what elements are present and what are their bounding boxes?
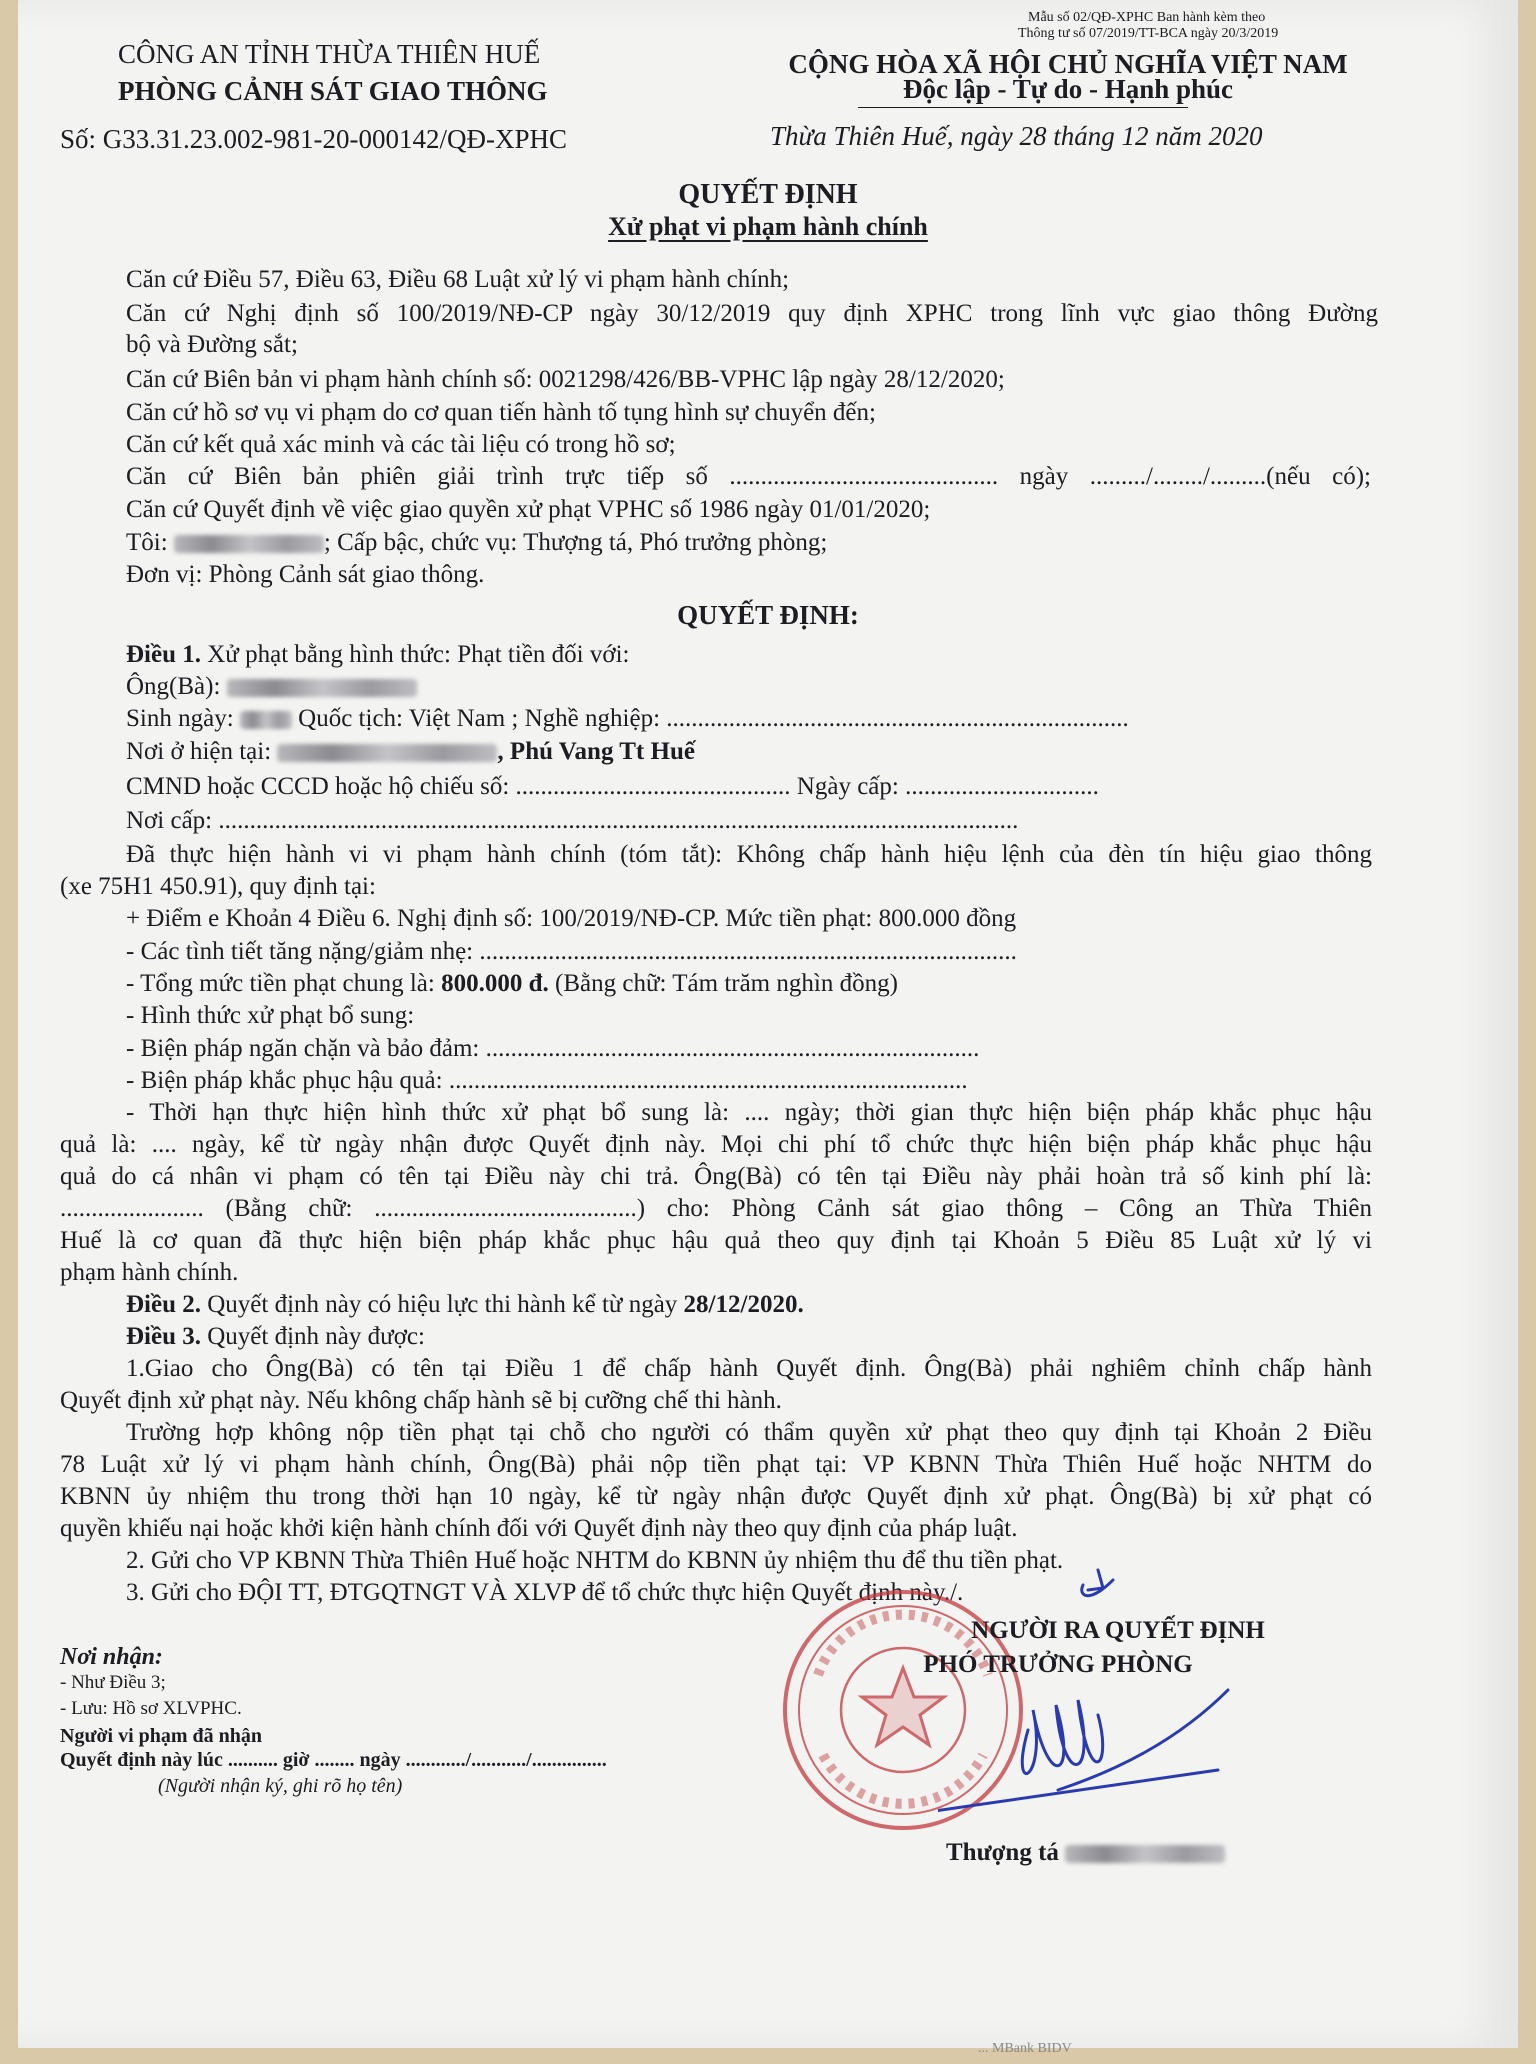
article-3-line: 1.Giao cho Ông(Bà) có tên tại Điều 1 để chấp hành Quyết định. Ông(Bà) phải nghiêm chỉnh chấp hành bbox=[126, 1355, 1372, 1382]
violation-line: Đã thực hiện hành vi vi phạm hành chính (tóm tắt): Không chấp hành hiệu lệnh của đèn tín hiệu giao thông bbox=[126, 841, 1372, 868]
article-3-line: Quyết định xử phạt này. Nếu không chấp hành sẽ bị cưỡng chế thi hành. bbox=[60, 1387, 782, 1414]
recipients-title: Nơi nhận: bbox=[60, 1644, 163, 1670]
article-3-heading: Điều 3. Quyết định này được: bbox=[126, 1323, 425, 1350]
total-fine-line: - Tổng mức tiền phạt chung là: 800.000 đ. (Bằng chữ: Tám trăm nghìn đồng) bbox=[126, 970, 898, 997]
redacted-name bbox=[227, 679, 417, 697]
signer-name-line: Thượng tá bbox=[946, 1838, 1225, 1868]
decision-heading: QUYẾT ĐỊNH: bbox=[677, 600, 859, 630]
document-subtitle: Xử phạt vi phạm hành chính bbox=[608, 212, 928, 241]
basis-line: Căn cứ kết quả xác minh và các tài liệu có trong hồ sơ; bbox=[126, 431, 676, 458]
receipt-line: Người vi phạm đã nhận bbox=[60, 1725, 263, 1747]
signer-role: NGƯỜI RA QUYẾT ĐỊNH bbox=[971, 1617, 1265, 1644]
deadline-line: quả là: .... ngày, kể từ ngày nhận được Quyết định này. Mọi chi phí tổ chức thực hiện biện pháp khắc phục hậu bbox=[60, 1131, 1372, 1158]
article-3-line: quyền khiếu nại hoặc khởi kiện hành chính đối với Quyết định này theo quy định của pháp luật. bbox=[60, 1515, 1018, 1542]
article-3-line: 3. Gửi cho ĐỘI TT, ĐTGQTNGT VÀ XLVP để tổ chức thực hiện Quyết định này./. bbox=[126, 1579, 964, 1606]
legal-clause: + Điểm e Khoản 4 Điều 6. Nghị định số: 100/2019/NĐ-CP. Mức tiền phạt: 800.000 đồng bbox=[126, 905, 1017, 932]
deadline-line: ....................... (Bằng chữ: ..........................................) cho: Phòng Cảnh sát giao thông – Công an Thừa Thiên bbox=[60, 1195, 1372, 1222]
article-3-line: 2. Gửi cho VP KBNN Thừa Thiên Huế hoặc NHTM do KBNN ủy nhiệm thu để thu tiền phạt. bbox=[126, 1547, 1064, 1574]
basis-line: Căn cứ Biên bản vi phạm hành chính số: 0021298/426/BB-VPHC lập ngày 28/12/2020; bbox=[126, 366, 1005, 393]
form-note-line-2: Thông tư số 07/2019/TT-BCA ngày 20/3/2019 bbox=[1018, 26, 1279, 41]
article-3-line: KBNN ủy nhiệm thu trong thời hạn 10 ngày, kể từ ngày nhận được Quyết định xử phạt. Ông(Bà) bị xử phạt có bbox=[60, 1483, 1372, 1510]
national-motto: Độc lập - Tự do - Hạnh phúc bbox=[902, 74, 1234, 104]
agency-name: CÔNG AN TỈNH THỪA THIÊN HUẾ bbox=[118, 39, 541, 69]
redacted-address bbox=[277, 744, 497, 762]
basis-line: Căn cứ Quyết định về việc giao quyền xử phạt VPHC số 1986 ngày 01/01/2020; bbox=[126, 496, 931, 523]
aggravating-line: - Các tình tiết tăng nặng/giảm nhẹ: ...................................................................................... bbox=[126, 938, 1017, 965]
article-1-heading: Điều 1. Xử phạt bằng hình thức: Phạt tiền đối với: bbox=[126, 641, 630, 668]
violation-line: (xe 75H1 450.91), quy định tại: bbox=[60, 873, 376, 900]
deadline-line: phạm hành chính. bbox=[60, 1259, 239, 1286]
footer-partial-text: ... MBank BIDV bbox=[978, 2041, 1072, 2056]
article-3-line: 78 Luật xử lý vi phạm hành chính, Ông(Bà) phải nộp tiền phạt tại: VP KBNN Thừa Thiên Huế hoặc NHTM do bbox=[60, 1451, 1372, 1478]
deadline-line: Huế là cơ quan đã thực hiện biện pháp khắc phục hậu quả theo quy định tại Khoản 5 Điều 85 Luật xử lý vi bbox=[60, 1227, 1372, 1254]
officer-line: Tôi: ; Cấp bậc, chức vụ: Thượng tá, Phó trưởng phòng; bbox=[126, 529, 828, 556]
motto-underline bbox=[858, 107, 1188, 108]
country-name: CỘNG HÒA XÃ HỘI CHỦ NGHĨA VIỆT NAM bbox=[788, 49, 1348, 79]
basis-line: Căn cứ Nghị định số 100/2019/NĐ-CP ngày 30/12/2019 quy định XPHC trong lĩnh vực giao thông Đường bbox=[126, 300, 1378, 327]
signature bbox=[938, 1540, 1358, 1840]
basis-line: bộ và Đường sắt; bbox=[126, 331, 298, 358]
article-2: Điều 2. Quyết định này có hiệu lực thi hành kể từ ngày 28/12/2020. bbox=[126, 1291, 804, 1318]
decision-number: Số: G33.31.23.002-981-20-000142/QĐ-XPHC bbox=[60, 124, 568, 154]
violator-name-line: Ông(Bà): bbox=[126, 672, 417, 702]
place-date: Thừa Thiên Huế, ngày 28 tháng 12 năm 2020 bbox=[770, 121, 1263, 151]
article-3-line: Trường hợp không nộp tiền phạt tại chỗ cho người có thẩm quyền xử phạt theo quy định tại Khoản 2 Điều bbox=[126, 1419, 1372, 1446]
recipient-item: - Như Điều 3; bbox=[60, 1672, 166, 1693]
deadline-line: quả do cá nhân vi phạm có tên tại Điều này chi trả. Ông(Bà) có tên tại Điều này phải hoàn trả số kinh phí là: bbox=[60, 1163, 1372, 1190]
redacted-officer-name bbox=[174, 535, 324, 553]
additional-penalty-line: - Hình thức xử phạt bổ sung: bbox=[126, 1002, 415, 1029]
issue-place-line: Nơi cấp: ................................................................................................................................ bbox=[126, 807, 1019, 834]
id-line: CMND hoặc CCCD hoặc hộ chiếu số: ............................................ Ngày cấp: ............................... bbox=[126, 773, 1099, 800]
basis-line: Căn cứ Điều 57, Điều 63, Điều 68 Luật xử lý vi phạm hành chính; bbox=[126, 266, 790, 293]
receipt-line: Quyết định này lúc .......... giờ ........ ngày ............/.........../............... bbox=[60, 1749, 607, 1771]
document-title: QUYẾT ĐỊNH bbox=[678, 179, 858, 210]
basis-line: Căn cứ Biên bản phiên giải trình trực tiếp số ........................................... ngày ........./......../.........(nếu có); bbox=[126, 463, 1371, 490]
residence-line: Nơi ở hiện tại: , Phú Vang Tt Huế bbox=[126, 738, 695, 765]
unit-line: Đơn vị: Phòng Cảnh sát giao thông. bbox=[126, 561, 485, 588]
basis-line: Căn cứ hồ sơ vụ vi phạm do cơ quan tiến hành tố tụng hình sự chuyển đến; bbox=[126, 399, 876, 426]
birth-line: Sinh ngày: Quốc tịch: Việt Nam ; Nghề nghiệp: .......................................................................... bbox=[126, 705, 1129, 732]
remedy-line: - Biện pháp khắc phục hậu quả: ................................................................................... bbox=[126, 1067, 968, 1094]
deadline-line: - Thời hạn thực hiện hình thức xử phạt bổ sung là: .... ngày; thời gian thực hiện biện pháp khắc phục hậu bbox=[126, 1099, 1372, 1126]
department-name: PHÒNG CẢNH SÁT GIAO THÔNG bbox=[118, 76, 548, 106]
form-note-line-1: Mẫu số 02/QĐ-XPHC Ban hành kèm theo bbox=[1028, 10, 1266, 25]
prevention-line: - Biện pháp ngăn chặn và bảo đảm: ............................................................................... bbox=[126, 1035, 980, 1062]
document-page bbox=[18, 0, 1518, 2056]
recipient-item: - Lưu: Hồ sơ XLVPHC. bbox=[60, 1698, 242, 1719]
redacted-birth-date bbox=[240, 711, 292, 729]
signer-position: PHÓ TRƯỞNG PHÒNG bbox=[923, 1651, 1193, 1678]
receipt-signature-note: (Người nhận ký, ghi rõ họ tên) bbox=[158, 1775, 403, 1797]
redacted-signer-name bbox=[1065, 1845, 1225, 1863]
